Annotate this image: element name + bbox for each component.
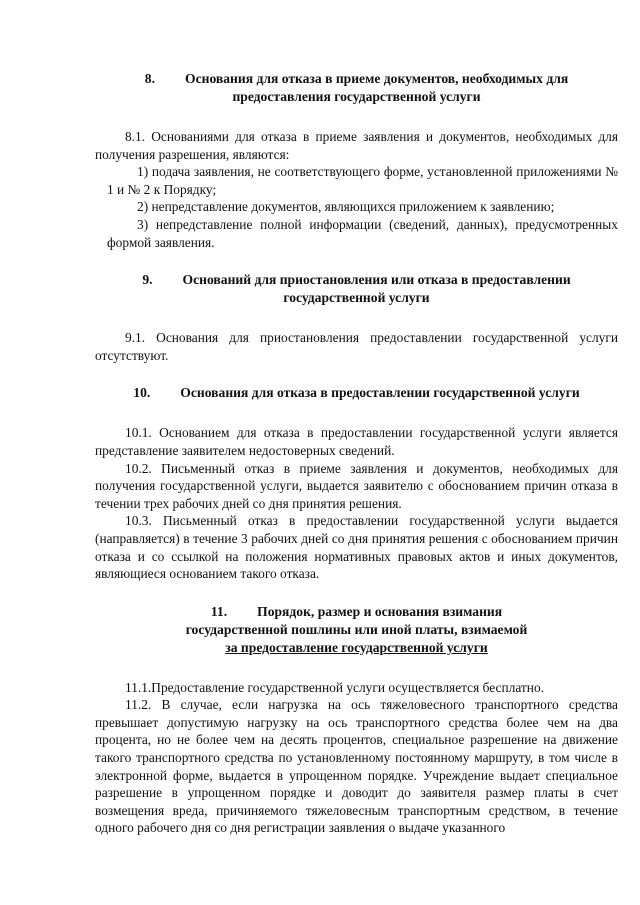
paragraph-11-2: 11.2. В случае, если нагрузка на ось тяжеловесного транспортного средства превышает допустимую нагрузку на ось транспортного средства более чем на два процента, но не более чем на десять процентов, специальное разрешение на движение такого транспортного средства по установленному постоянному маршруту, в том числе в электронной форме, выдается в упрощенном порядке. Учреждение выдает специальное разрешение в упрощенном порядке и доводит до заявителя размер платы в счет возмещения вреда, причиняемого тяжеловесным транспортным средством, в течение одного рабочего дня со дня регистрации заявления о выдаче указанного — [95, 697, 618, 836]
paragraph-10-3: 10.3. Письменный отказ в предоставлении государственной услуги выдается (направляется) в течение 3 рабочих дней со дня принятия решения с обоснованием причин отказа и со ссылкой на положения нормативных правовых актов и иных документов, являющиеся основанием такого отказа. — [95, 513, 618, 582]
section-11-title-line3: за предоставление государственной услуги — [225, 639, 488, 655]
paragraph-9-1: 9.1. Основания для приостановления предоставлении государственной услуги отсутствуют. — [95, 330, 618, 363]
paragraph-11-1: 11.1.Предоставление государственной услуги осуществляется бесплатно. — [125, 679, 544, 695]
section-8-number: 8. — [144, 71, 155, 86]
section-11-title-line2: государственной пошлины или иной платы, взимаемой — [185, 621, 528, 637]
section-10-heading — [95, 384, 618, 402]
paragraph-10-1: 10.1. Основанием для отказа в предоставлении государственной услуги является представление заявителем недостоверных сведений. — [95, 425, 618, 458]
section-8-heading — [95, 70, 618, 106]
section-10-title: Основания для отказа в предоставлении государственной услуги — [180, 385, 580, 401]
section-8-title-line2: предоставления государственной услуги — [232, 89, 481, 104]
paragraph-8-1: 8.1. Основаниями для отказа в приеме заявления и документов, необходимых для получения разрешения, являются: — [95, 129, 618, 162]
list-item: 3) непредставление полной информации (сведений, данных), предусмотренных формой заявления. — [107, 216, 618, 250]
section-8-title-line1: Основания для отказа в приеме документов, необходимых для — [185, 71, 569, 86]
list-item: 2) непредставление документов, являющихся приложением к заявлению; — [137, 199, 555, 215]
section-11-heading — [95, 603, 618, 657]
section-11-title-line1: Порядок, размер и основания взимания — [257, 603, 503, 619]
section-11-number: 11. — [210, 603, 228, 619]
paragraph-10-2: 10.2. Письменный отказ в приеме заявления и документов, необходимых для получения государственной услуги, выдается заявителю с обоснованием причин отказа в течении трех рабочих дней со дня принятия решения. — [95, 460, 618, 511]
list-item: 1) подача заявления, не соответствующего форме, установленной приложениями № 1 и № 2 к Порядку; — [107, 164, 618, 197]
section-9-number: 9. — [142, 272, 153, 288]
section-9-title-line2: государственной услуги — [283, 290, 430, 306]
section-9-heading — [95, 271, 618, 307]
section-10-number: 10. — [133, 385, 151, 401]
section-9-title-line1: Оснований для приостановления или отказа в предоставлении — [182, 272, 571, 288]
